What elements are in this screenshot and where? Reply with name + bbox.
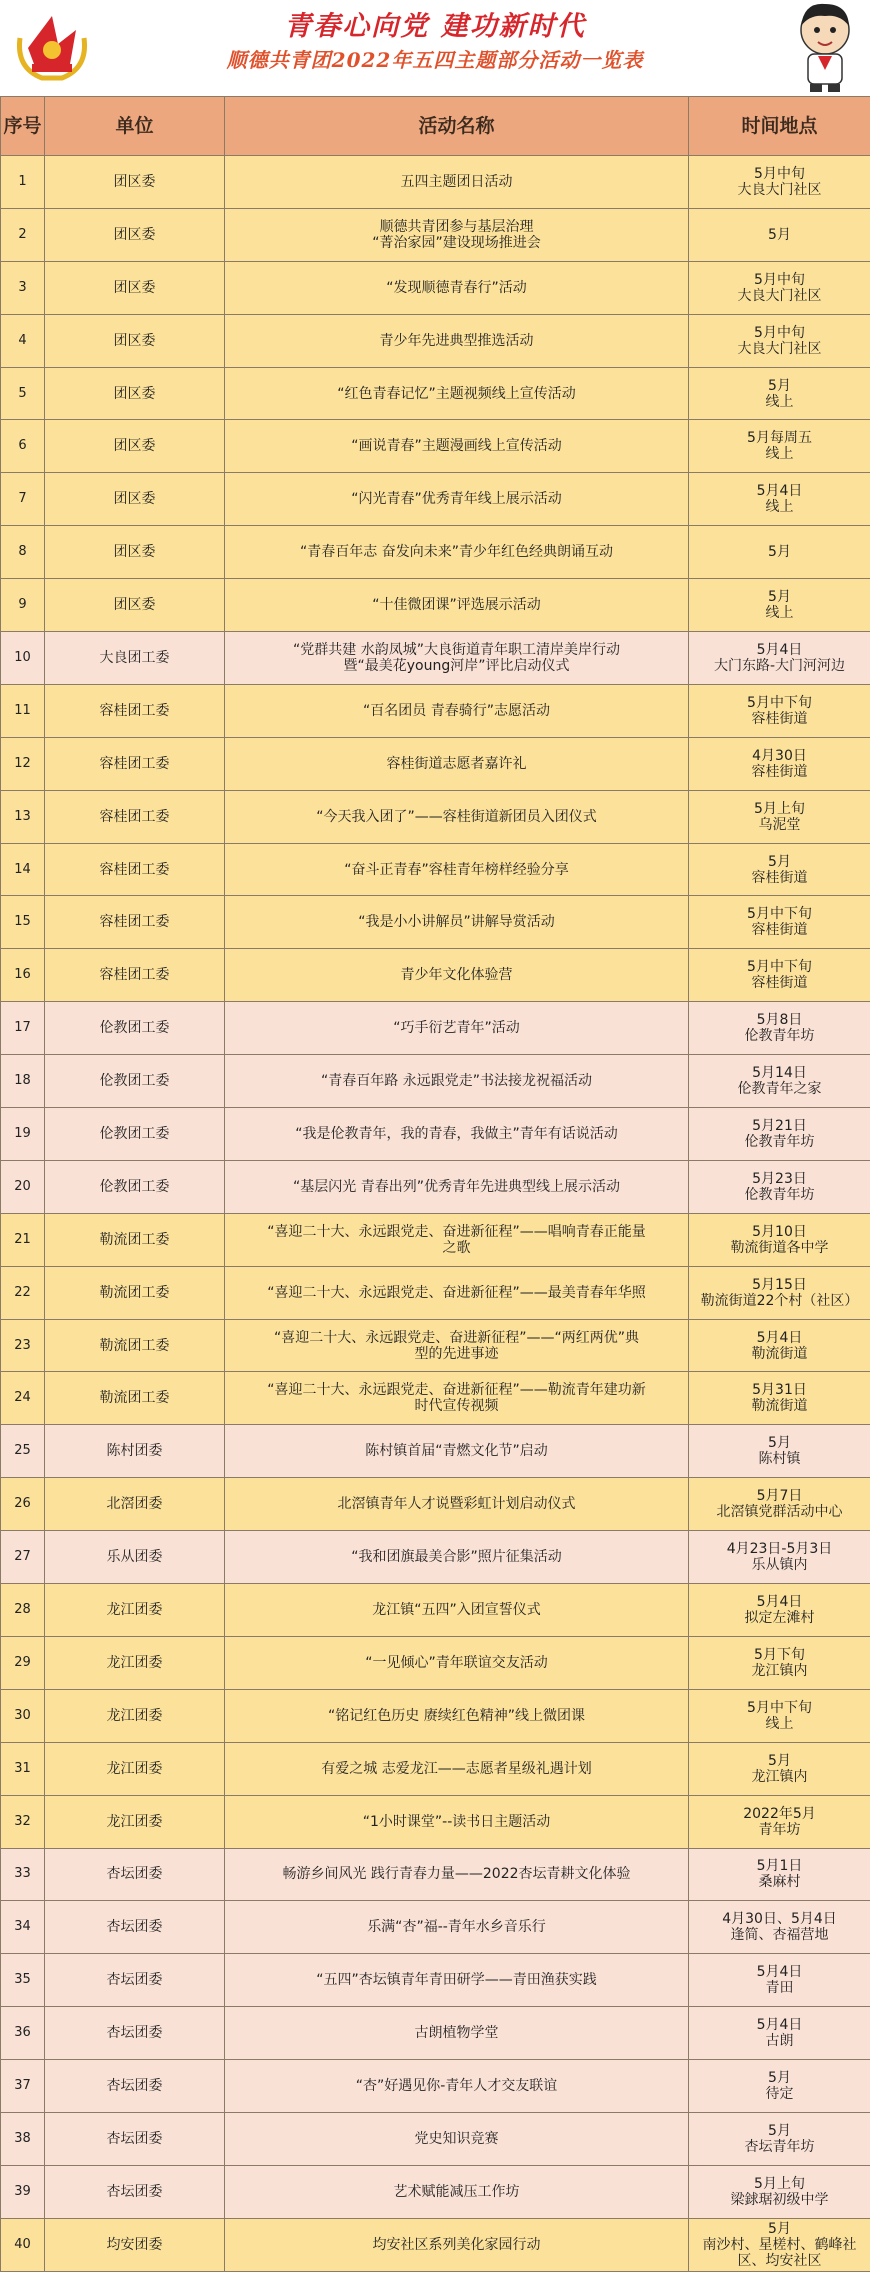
table-row <box>1 473 870 526</box>
row-number-cell: 8 <box>1 526 45 579</box>
activity-name-cell: “百名团员 青春骑行”志愿活动 <box>225 684 689 737</box>
activity-name-cell: 容桂街道志愿者嘉许礼 <box>225 737 689 790</box>
unit-cell: 杏坛团委 <box>45 2165 225 2218</box>
table-row <box>1 1213 870 1266</box>
table-row <box>1 1108 870 1161</box>
table-row <box>1 526 870 579</box>
table-row <box>1 2218 870 2271</box>
unit-cell: 勒流团工委 <box>45 1266 225 1319</box>
table-row <box>1 1742 870 1795</box>
time-place-cell: 5月 待定 <box>689 2060 870 2113</box>
activity-name-cell: 青少年文化体验营 <box>225 949 689 1002</box>
unit-cell: 容桂团工委 <box>45 949 225 1002</box>
time-place-cell: 5月 龙江镇内 <box>689 1742 870 1795</box>
time-place-cell: 5月 线上 <box>689 579 870 632</box>
time-place-cell: 5月中旬 大良大门社区 <box>689 261 870 314</box>
column-header-time-place: 时间地点 <box>689 97 870 156</box>
row-number-cell: 11 <box>1 684 45 737</box>
unit-cell: 团区委 <box>45 208 225 261</box>
unit-cell: 伦教团工委 <box>45 1108 225 1161</box>
row-number-cell: 4 <box>1 314 45 367</box>
activity-name-cell: 龙江镇“五四”入团宣誓仪式 <box>225 1584 689 1637</box>
unit-cell: 杏坛团委 <box>45 1848 225 1901</box>
row-number-cell: 6 <box>1 420 45 473</box>
activity-name-cell: 古朗植物学堂 <box>225 2007 689 2060</box>
row-number-cell: 21 <box>1 1213 45 1266</box>
row-number-cell: 5 <box>1 367 45 420</box>
time-place-cell: 5月 南沙村、星槎村、鹤峰社 区、均安社区 <box>689 2218 870 2271</box>
row-number-cell: 35 <box>1 1954 45 2007</box>
time-place-cell: 5月4日 线上 <box>689 473 870 526</box>
row-number-cell: 23 <box>1 1319 45 1372</box>
row-number-cell: 34 <box>1 1901 45 1954</box>
row-number-cell: 16 <box>1 949 45 1002</box>
unit-cell: 勒流团工委 <box>45 1213 225 1266</box>
table-row <box>1 1531 870 1584</box>
unit-cell: 伦教团工委 <box>45 1002 225 1055</box>
time-place-cell: 4月23日-5月3日 乐从镇内 <box>689 1531 870 1584</box>
table-row <box>1 1901 870 1954</box>
column-header-activity: 活动名称 <box>225 97 689 156</box>
activity-name-cell: “奋斗正青春”容桂青年榜样经验分享 <box>225 843 689 896</box>
table-row <box>1 1954 870 2007</box>
time-place-cell: 2022年5月 青年坊 <box>689 1795 870 1848</box>
time-place-cell: 5月4日 勒流街道 <box>689 1319 870 1372</box>
row-number-cell: 15 <box>1 896 45 949</box>
table-row <box>1 314 870 367</box>
table-row <box>1 1848 870 1901</box>
unit-cell: 乐从团委 <box>45 1531 225 1584</box>
time-place-cell: 5月中下旬 线上 <box>689 1689 870 1742</box>
unit-cell: 伦教团工委 <box>45 1055 225 1108</box>
row-number-cell: 18 <box>1 1055 45 1108</box>
table-row <box>1 2112 870 2165</box>
activity-name-cell: “我是伦教青年，我的青春，我做主”青年有话说活动 <box>225 1108 689 1161</box>
table-row <box>1 684 870 737</box>
time-place-cell: 5月7日 北滘镇党群活动中心 <box>689 1478 870 1531</box>
table-row <box>1 1478 870 1531</box>
unit-cell: 龙江团委 <box>45 1636 225 1689</box>
row-number-cell: 1 <box>1 156 45 209</box>
row-number-cell: 26 <box>1 1478 45 1531</box>
table-body <box>1 156 870 2272</box>
activity-name-cell: “我是小小讲解员”讲解导赏活动 <box>225 896 689 949</box>
activity-name-cell: “今天我入团了”——容桂街道新团员入团仪式 <box>225 790 689 843</box>
time-place-cell: 5月4日 拟定左滩村 <box>689 1584 870 1637</box>
table-row <box>1 2165 870 2218</box>
unit-cell: 容桂团工委 <box>45 896 225 949</box>
unit-cell: 勒流团工委 <box>45 1319 225 1372</box>
unit-cell: 龙江团委 <box>45 1584 225 1637</box>
row-number-cell: 9 <box>1 579 45 632</box>
row-number-cell: 22 <box>1 1266 45 1319</box>
row-number-cell: 13 <box>1 790 45 843</box>
row-number-cell: 38 <box>1 2112 45 2165</box>
row-number-cell: 2 <box>1 208 45 261</box>
time-place-cell: 5月上旬 梁銶琚初级中学 <box>689 2165 870 2218</box>
unit-cell: 团区委 <box>45 261 225 314</box>
activity-name-cell: “青春百年路 永远跟党走”书法接龙祝福活动 <box>225 1055 689 1108</box>
activity-name-cell: “十佳微团课”评选展示活动 <box>225 579 689 632</box>
page-header <box>0 0 870 96</box>
time-place-cell: 5月15日 勒流街道22个村（社区） <box>689 1266 870 1319</box>
unit-cell: 龙江团委 <box>45 1795 225 1848</box>
unit-cell: 团区委 <box>45 156 225 209</box>
activity-name-cell: “喜迎二十大、永远跟党走、奋进新征程”——勒流青年建功新 时代宣传视频 <box>225 1372 689 1425</box>
table-row <box>1 1689 870 1742</box>
row-number-cell: 24 <box>1 1372 45 1425</box>
table-row <box>1 1372 870 1425</box>
activity-name-cell: “我和团旗最美合影”照片征集活动 <box>225 1531 689 1584</box>
activity-name-cell: “铭记红色历史 赓续红色精神”线上微团课 <box>225 1689 689 1742</box>
row-number-cell: 14 <box>1 843 45 896</box>
table-row <box>1 1584 870 1637</box>
unit-cell: 容桂团工委 <box>45 790 225 843</box>
unit-cell: 团区委 <box>45 579 225 632</box>
time-place-cell: 5月 <box>689 208 870 261</box>
activity-name-cell: “红色青春记忆”主题视频线上宣传活动 <box>225 367 689 420</box>
time-place-cell: 5月4日 古朗 <box>689 2007 870 2060</box>
unit-cell: 杏坛团委 <box>45 2060 225 2113</box>
activity-name-cell: “发现顺德青春行”活动 <box>225 261 689 314</box>
table-header-row <box>1 97 870 156</box>
unit-cell: 团区委 <box>45 420 225 473</box>
table-row <box>1 367 870 420</box>
row-number-cell: 33 <box>1 1848 45 1901</box>
unit-cell: 杏坛团委 <box>45 2112 225 2165</box>
unit-cell: 团区委 <box>45 473 225 526</box>
unit-cell: 容桂团工委 <box>45 843 225 896</box>
row-number-cell: 19 <box>1 1108 45 1161</box>
row-number-cell: 17 <box>1 1002 45 1055</box>
time-place-cell: 5月8日 伦教青年坊 <box>689 1002 870 1055</box>
activity-name-cell: 乐满“杏”福--青年水乡音乐行 <box>225 1901 689 1954</box>
table-row <box>1 208 870 261</box>
time-place-cell: 5月31日 勒流街道 <box>689 1372 870 1425</box>
row-number-cell: 39 <box>1 2165 45 2218</box>
table-row <box>1 790 870 843</box>
time-place-cell: 5月4日 大门东路-大门河河边 <box>689 632 870 685</box>
activity-name-cell: 青少年先进典型推选活动 <box>225 314 689 367</box>
activity-name-cell: “青春百年志 奋发向未来”青少年红色经典朗诵互动 <box>225 526 689 579</box>
time-place-cell: 5月14日 伦教青年之家 <box>689 1055 870 1108</box>
activity-name-cell: 顺德共青团参与基层治理 “菁治家园”建设现场推进会 <box>225 208 689 261</box>
time-place-cell: 5月中下旬 容桂街道 <box>689 684 870 737</box>
row-number-cell: 30 <box>1 1689 45 1742</box>
unit-cell: 勒流团工委 <box>45 1372 225 1425</box>
activity-name-cell: “闪光青春”优秀青年线上展示活动 <box>225 473 689 526</box>
time-place-cell: 5月 线上 <box>689 367 870 420</box>
time-place-cell: 5月中下旬 容桂街道 <box>689 896 870 949</box>
time-place-cell: 5月上旬 乌泥堂 <box>689 790 870 843</box>
time-place-cell: 4月30日、5月4日 逢简、杏福营地 <box>689 1901 870 1954</box>
table-row <box>1 156 870 209</box>
unit-cell: 团区委 <box>45 526 225 579</box>
table-row <box>1 579 870 632</box>
column-header-number: 序号 <box>1 97 45 156</box>
row-number-cell: 31 <box>1 1742 45 1795</box>
time-place-cell: 5月 杏坛青年坊 <box>689 2112 870 2165</box>
mascot-icon <box>790 0 860 94</box>
row-number-cell: 37 <box>1 2060 45 2113</box>
row-number-cell: 25 <box>1 1425 45 1478</box>
activity-name-cell: “喜迎二十大、永远跟党走、奋进新征程”——唱响青春正能量 之歌 <box>225 1213 689 1266</box>
unit-cell: 龙江团委 <box>45 1689 225 1742</box>
unit-cell: 容桂团工委 <box>45 737 225 790</box>
activity-name-cell: “党群共建 水韵凤城”大良街道青年职工清岸美岸行动 暨“最美花young河岸”评比启动仪式 <box>225 632 689 685</box>
row-number-cell: 3 <box>1 261 45 314</box>
table-row <box>1 949 870 1002</box>
time-place-cell: 5月下旬 龙江镇内 <box>689 1636 870 1689</box>
table-row <box>1 843 870 896</box>
row-number-cell: 20 <box>1 1160 45 1213</box>
activity-name-cell: “1小时课堂”--读书日主题活动 <box>225 1795 689 1848</box>
table-row <box>1 2007 870 2060</box>
activity-name-cell: 畅游乡间风光 践行青春力量——2022杏坛青耕文化体验 <box>225 1848 689 1901</box>
page-subtitle: 顺德共青团2022年五四主题部分活动一览表 <box>226 48 644 72</box>
page-title: 青春心向党 建功新时代 <box>284 11 586 42</box>
table-row <box>1 261 870 314</box>
table-row <box>1 896 870 949</box>
table-row <box>1 1160 870 1213</box>
unit-cell: 陈村团委 <box>45 1425 225 1478</box>
activity-name-cell: “喜迎二十大、永远跟党走、奋进新征程”——“两红两优”典 型的先进事迹 <box>225 1319 689 1372</box>
time-place-cell: 5月中旬 大良大门社区 <box>689 156 870 209</box>
activity-name-cell: “一见倾心”青年联谊交友活动 <box>225 1636 689 1689</box>
activity-name-cell: 艺术赋能减压工作坊 <box>225 2165 689 2218</box>
activity-name-cell: “五四”杏坛镇青年青田研学——青田渔获实践 <box>225 1954 689 2007</box>
table-row <box>1 1319 870 1372</box>
row-number-cell: 32 <box>1 1795 45 1848</box>
table-row <box>1 1266 870 1319</box>
unit-cell: 大良团工委 <box>45 632 225 685</box>
time-place-cell: 5月中旬 大良大门社区 <box>689 314 870 367</box>
unit-cell: 团区委 <box>45 367 225 420</box>
time-place-cell: 5月21日 伦教青年坊 <box>689 1108 870 1161</box>
table-row <box>1 1636 870 1689</box>
time-place-cell: 5月1日 桑麻村 <box>689 1848 870 1901</box>
activity-name-cell: 党史知识竞赛 <box>225 2112 689 2165</box>
table-row <box>1 2060 870 2113</box>
row-number-cell: 36 <box>1 2007 45 2060</box>
time-place-cell: 5月 陈村镇 <box>689 1425 870 1478</box>
activity-name-cell: “画说青春”主题漫画线上宣传活动 <box>225 420 689 473</box>
time-place-cell: 5月中下旬 容桂街道 <box>689 949 870 1002</box>
unit-cell: 杏坛团委 <box>45 2007 225 2060</box>
time-place-cell: 5月4日 青田 <box>689 1954 870 2007</box>
row-number-cell: 7 <box>1 473 45 526</box>
activity-name-cell: 有爱之城 志爱龙江——志愿者星级礼遇计划 <box>225 1742 689 1795</box>
row-number-cell: 27 <box>1 1531 45 1584</box>
row-number-cell: 12 <box>1 737 45 790</box>
unit-cell: 杏坛团委 <box>45 1901 225 1954</box>
activity-name-cell: 均安社区系列美化家园行动 <box>225 2218 689 2271</box>
table-row <box>1 737 870 790</box>
activity-name-cell: “基层闪光 青春出列”优秀青年先进典型线上展示活动 <box>225 1160 689 1213</box>
activity-name-cell: “杏”好遇见你-青年人才交友联谊 <box>225 2060 689 2113</box>
activity-name-cell: “喜迎二十大、永远跟党走、奋进新征程”——最美青春年华照 <box>225 1266 689 1319</box>
table-row <box>1 1795 870 1848</box>
unit-cell: 杏坛团委 <box>45 1954 225 2007</box>
table-row <box>1 1002 870 1055</box>
table-row <box>1 1055 870 1108</box>
activity-name-cell: 五四主题团日活动 <box>225 156 689 209</box>
activity-name-cell: “巧手衍艺青年”活动 <box>225 1002 689 1055</box>
unit-cell: 均安团委 <box>45 2218 225 2271</box>
time-place-cell: 5月23日 伦教青年坊 <box>689 1160 870 1213</box>
time-place-cell: 5月每周五 线上 <box>689 420 870 473</box>
table-row <box>1 632 870 685</box>
row-number-cell: 10 <box>1 632 45 685</box>
activity-table <box>0 96 870 2272</box>
unit-cell: 容桂团工委 <box>45 684 225 737</box>
unit-cell: 北滘团委 <box>45 1478 225 1531</box>
activity-name-cell: 陈村镇首届“青燃文化节”启动 <box>225 1425 689 1478</box>
table-row <box>1 1425 870 1478</box>
unit-cell: 伦教团工委 <box>45 1160 225 1213</box>
activity-name-cell: 北滘镇青年人才说暨彩虹计划启动仪式 <box>225 1478 689 1531</box>
row-number-cell: 28 <box>1 1584 45 1637</box>
column-header-unit: 单位 <box>45 97 225 156</box>
time-place-cell: 4月30日 容桂街道 <box>689 737 870 790</box>
table-row <box>1 420 870 473</box>
row-number-cell: 40 <box>1 2218 45 2271</box>
time-place-cell: 5月10日 勒流街道各中学 <box>689 1213 870 1266</box>
unit-cell: 龙江团委 <box>45 1742 225 1795</box>
time-place-cell: 5月 容桂街道 <box>689 843 870 896</box>
unit-cell: 团区委 <box>45 314 225 367</box>
time-place-cell: 5月 <box>689 526 870 579</box>
row-number-cell: 29 <box>1 1636 45 1689</box>
